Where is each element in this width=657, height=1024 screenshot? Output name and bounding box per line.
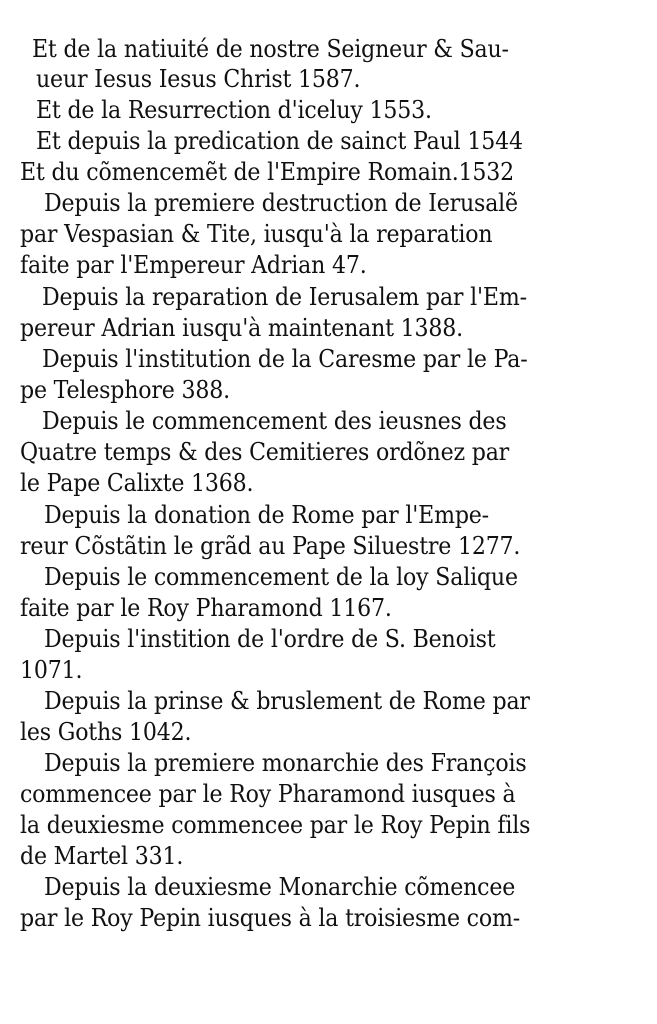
text-line-11: Depuis l'institution de la Caresme par le Pa-: [42, 345, 528, 373]
text-line-15: le Pape Calixte 1368.: [20, 469, 254, 497]
text-line-21: 1071.: [20, 656, 83, 684]
text-line-24: Depuis la premiere monarchie des François: [44, 749, 527, 777]
text-line-7: par Vespasian & Tite, iusqu'à la reparation: [20, 220, 493, 248]
text-line-14: Quatre temps & des Cemitieres ordõnez par: [20, 438, 510, 466]
text-line-19: faite par le Roy Pharamond 1167.: [20, 594, 392, 622]
text-line-17: reur Cõstãtin le grãd au Pape Siluestre 1277.: [20, 532, 521, 560]
text-line-20: Depuis l'instition de l'ordre de S. Benoist: [44, 625, 496, 653]
text-line-29: par le Roy Pepin iusques à la troisiesme com-: [20, 904, 520, 932]
text-line-18: Depuis le commencement de la loy Salique: [44, 563, 518, 591]
text-line-4: Et depuis la predication de sainct Paul 1544: [36, 127, 523, 155]
text-line-16: Depuis la donation de Rome par l'Empe-: [44, 501, 489, 529]
text-line-25: commencee par le Roy Pharamond iusques à: [20, 780, 516, 808]
text-line-8: faite par l'Empereur Adrian 47.: [20, 251, 367, 279]
text-line-5: Et du cõmencemẽt de l'Empire Romain.1532: [20, 158, 514, 186]
text-line-26: la deuxiesme commencee par le Roy Pepin fils: [20, 811, 531, 839]
text-line-10: pereur Adrian iusqu'à maintenant 1388.: [20, 314, 463, 342]
text-line-9: Depuis la reparation de Ierusalem par l'Em-: [42, 283, 527, 311]
text-line-28: Depuis la deuxiesme Monarchie cõmencee: [44, 873, 516, 901]
text-line-6: Depuis la premiere destruction de Ierusalẽ: [44, 189, 518, 217]
text-line-12: pe Telesphore 388.: [20, 376, 230, 404]
text-line-27: de Martel 331.: [20, 842, 184, 870]
text-line-23: les Goths 1042.: [20, 718, 192, 746]
text-line-1: Et de la natiuité de nostre Seigneur & Sau-: [32, 35, 509, 63]
text-line-22: Depuis la prinse & bruslement de Rome par: [44, 687, 530, 715]
text-line-13: Depuis le commencement des ieusnes des: [42, 407, 507, 435]
text-line-3: Et de la Resurrection d'iceluy 1553.: [36, 96, 432, 124]
text-line-2: ueur Iesus Iesus Christ 1587.: [36, 65, 361, 93]
